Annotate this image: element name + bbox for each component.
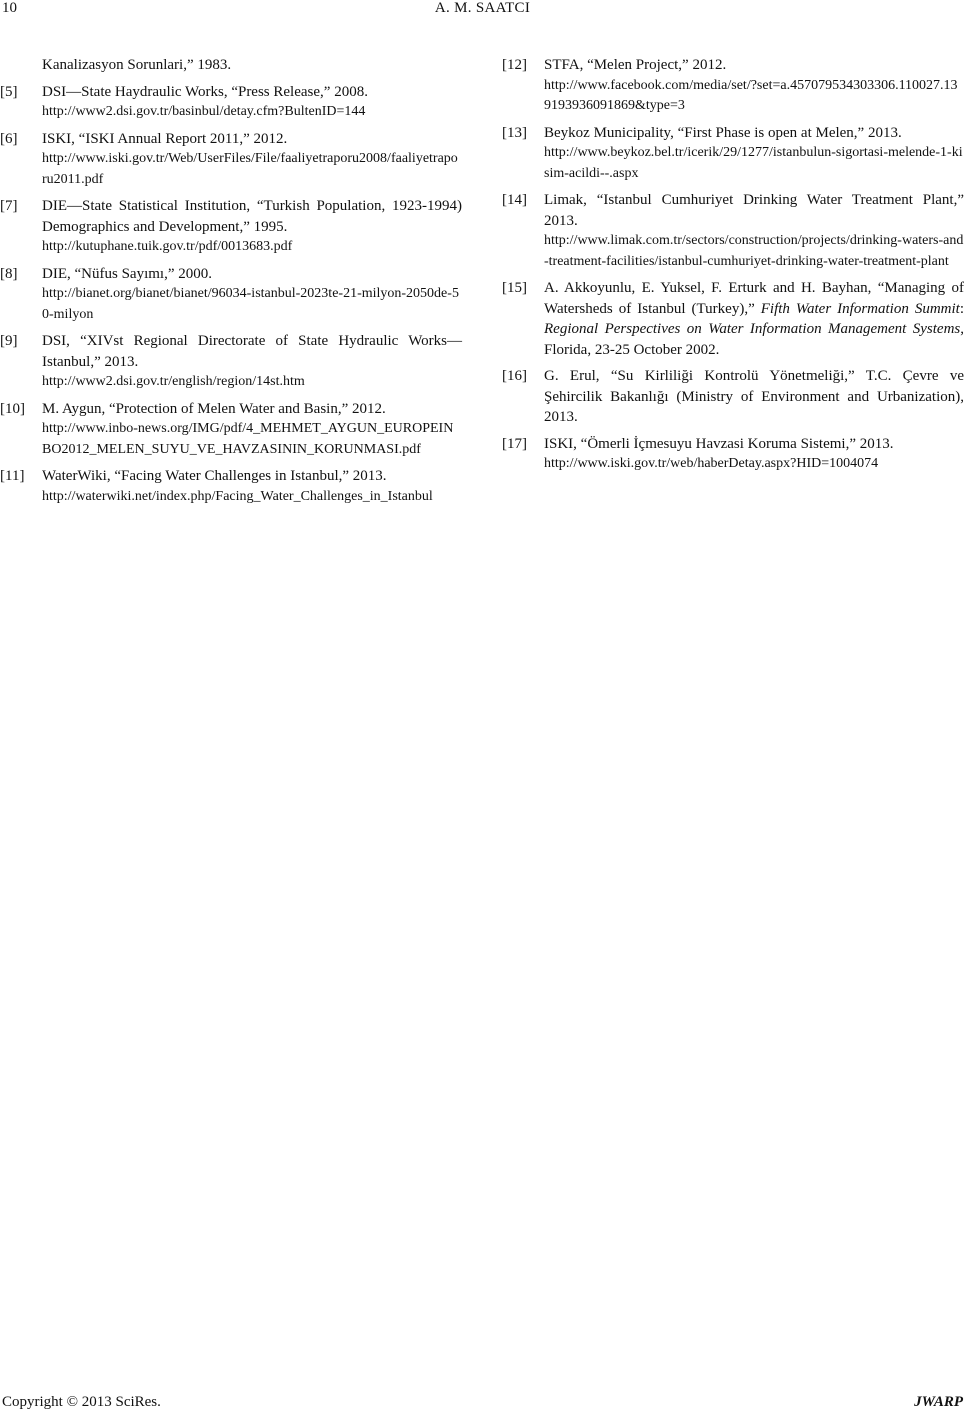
- reference-body: [544, 190, 964, 272]
- reference-body: [42, 399, 462, 461]
- reference-number: [13]: [502, 124, 527, 141]
- reference-url[interactable]: http://www2.dsi.gov.tr/english/region/14st.htm: [42, 374, 305, 389]
- reference-item: [0, 196, 462, 258]
- reference-body: [42, 196, 462, 258]
- reference-text: ISKI, “ISKI Annual Report 2011,” 2012.: [42, 130, 288, 147]
- reference-item: [0, 399, 462, 461]
- reference-item: [0, 331, 462, 393]
- reference-number: [10]: [0, 400, 25, 417]
- footer-copyright: Copyright © 2013 SciRes.: [2, 1394, 161, 1410]
- reference-item: [502, 55, 964, 117]
- running-header-author: A. M. SAATCI: [434, 0, 531, 16]
- reference-text: DSI—State Haydraulic Works, “Press Release,” 2008.: [42, 83, 368, 100]
- reference-item: [0, 466, 462, 507]
- reference-body: [42, 82, 462, 123]
- reference-text: STFA, “Melen Project,” 2012.: [544, 57, 727, 73]
- reference-url[interactable]: http://www.limak.com.tr/sectors/construction/projects/drinking-waters-and-treatment-facilities/istanbul-cumhuriyet-drinking-water-treatment-plant: [544, 233, 964, 269]
- reference-url[interactable]: http://www.inbo-news.org/IMG/pdf/4_MEHMET_AYGUN_EUROPEINBO2012_MELEN_SUYU_VE_HAVZASININ_KORUNMASI.pdf: [42, 421, 454, 457]
- left-column: [0, 55, 462, 513]
- reference-url[interactable]: http://www.iski.gov.tr/web/haberDetay.aspx?HID=1004074: [544, 456, 879, 471]
- reference-text: Limak, “Istanbul Cumhuriyet Drinking Water Treatment Plant,” 2013.: [544, 192, 964, 229]
- reference-text: Beykoz Municipality, “First Phase is open at Melen,” 2013.: [544, 124, 902, 141]
- right-column: [502, 55, 964, 481]
- reference-number: [6]: [0, 130, 18, 147]
- reference-url[interactable]: http://www2.dsi.gov.tr/basinbul/detay.cfm?BultenID=144: [42, 104, 366, 119]
- reference-text: DIE—State Statistical Institution, “Turkish Population, 1923-1994) Demographics and Development,” 1995.: [42, 198, 462, 235]
- reference-item: [502, 278, 964, 360]
- reference-text: G. Erul, “Su Kirliliği Kontrolü Yönetmeliği,” T.C. Çevre ve Şehircilik Bakanlığı (Ministry of Environment and Urbanization), 2013.: [544, 368, 964, 425]
- reference-number: [11]: [0, 468, 25, 484]
- reference-number: [8]: [0, 265, 18, 282]
- reference-body: [544, 55, 964, 117]
- reference-number: [15]: [502, 280, 527, 296]
- reference-number: [5]: [0, 83, 18, 100]
- reference-item: [502, 190, 964, 272]
- reference-text: DSI, “XIVst Regional Directorate of State Hydraulic Works—Istanbul,” 2013.: [42, 333, 462, 370]
- reference-body: [42, 129, 462, 191]
- reference-body: [544, 366, 964, 428]
- reference-url[interactable]: http://bianet.org/bianet/bianet/96034-istanbul-2023te-21-milyon-2050de-50-milyon: [42, 286, 459, 322]
- reference-italic-subtitle: Regional Perspectives on Water Information Management Systems: [544, 321, 961, 337]
- reference-url[interactable]: http://kutuphane.tuik.gov.tr/pdf/0013683.pdf: [42, 239, 293, 254]
- page-number: 10: [2, 0, 17, 16]
- reference-body: [42, 264, 462, 326]
- right-reference-list-2: [502, 366, 964, 475]
- reference-text: M. Aygun, “Protection of Melen Water and Basin,” 2012.: [42, 400, 386, 417]
- reference-body: [544, 123, 964, 185]
- reference-body: [42, 331, 462, 393]
- reference-body: [544, 434, 964, 475]
- reference-number: [16]: [502, 368, 527, 384]
- reference-number: [12]: [502, 57, 527, 73]
- reference-item: [502, 123, 964, 185]
- reference-item: [0, 129, 462, 191]
- reference-item: [0, 82, 462, 123]
- reference-body: [42, 466, 462, 507]
- reference-number: [9]: [0, 333, 18, 349]
- reference-url[interactable]: http://www.facebook.com/media/set/?set=a.457079534303306.110027.139193936091869&type=3: [544, 77, 958, 113]
- reference-url[interactable]: http://waterwiki.net/index.php/Facing_Water_Challenges_in_Istanbul: [42, 488, 433, 504]
- reference-text: A. Akkoyunlu, E. Yuksel, F. Erturk and H. Bayhan, “Managing of Watersheds of Istanbul (Turkey),” Fifth Water Information Summit: Regional Perspectives on Water Information Management Systems, Florida, 23-25 October 2002.: [544, 280, 964, 358]
- left-reference-list: [0, 82, 462, 508]
- reference-item: [0, 264, 462, 326]
- reference-italic-title: Fifth Water Information Summit: [760, 300, 960, 317]
- reference-text: ISKI, “Ömerli İçmesuyu Havzasi Koruma Sistemi,” 2013.: [544, 435, 894, 452]
- reference-url[interactable]: http://www.beykoz.bel.tr/icerik/29/1277/istanbulun-sigortasi-melende-1-kisim-acildi--.aspx: [544, 145, 963, 181]
- reference-number: [17]: [502, 435, 527, 452]
- reference-number: [14]: [502, 192, 527, 208]
- reference-url[interactable]: http://www.iski.gov.tr/Web/UserFiles/File/faaliyetraporu2008/faaliyetraporu2011.pdf: [42, 151, 458, 187]
- reference-text: DIE, “Nüfus Sayımı,” 2000.: [42, 265, 212, 282]
- reference-item: [502, 366, 964, 428]
- right-reference-list: [502, 55, 964, 272]
- reference-item: [502, 434, 964, 475]
- reference-number: [7]: [0, 198, 18, 214]
- reference-continued: Kanalizasyon Sorunlari,” 1983.: [42, 57, 232, 73]
- footer-journal: JWARP: [914, 1394, 963, 1410]
- reference-text: WaterWiki, “Facing Water Challenges in Istanbul,” 2013.: [42, 468, 387, 484]
